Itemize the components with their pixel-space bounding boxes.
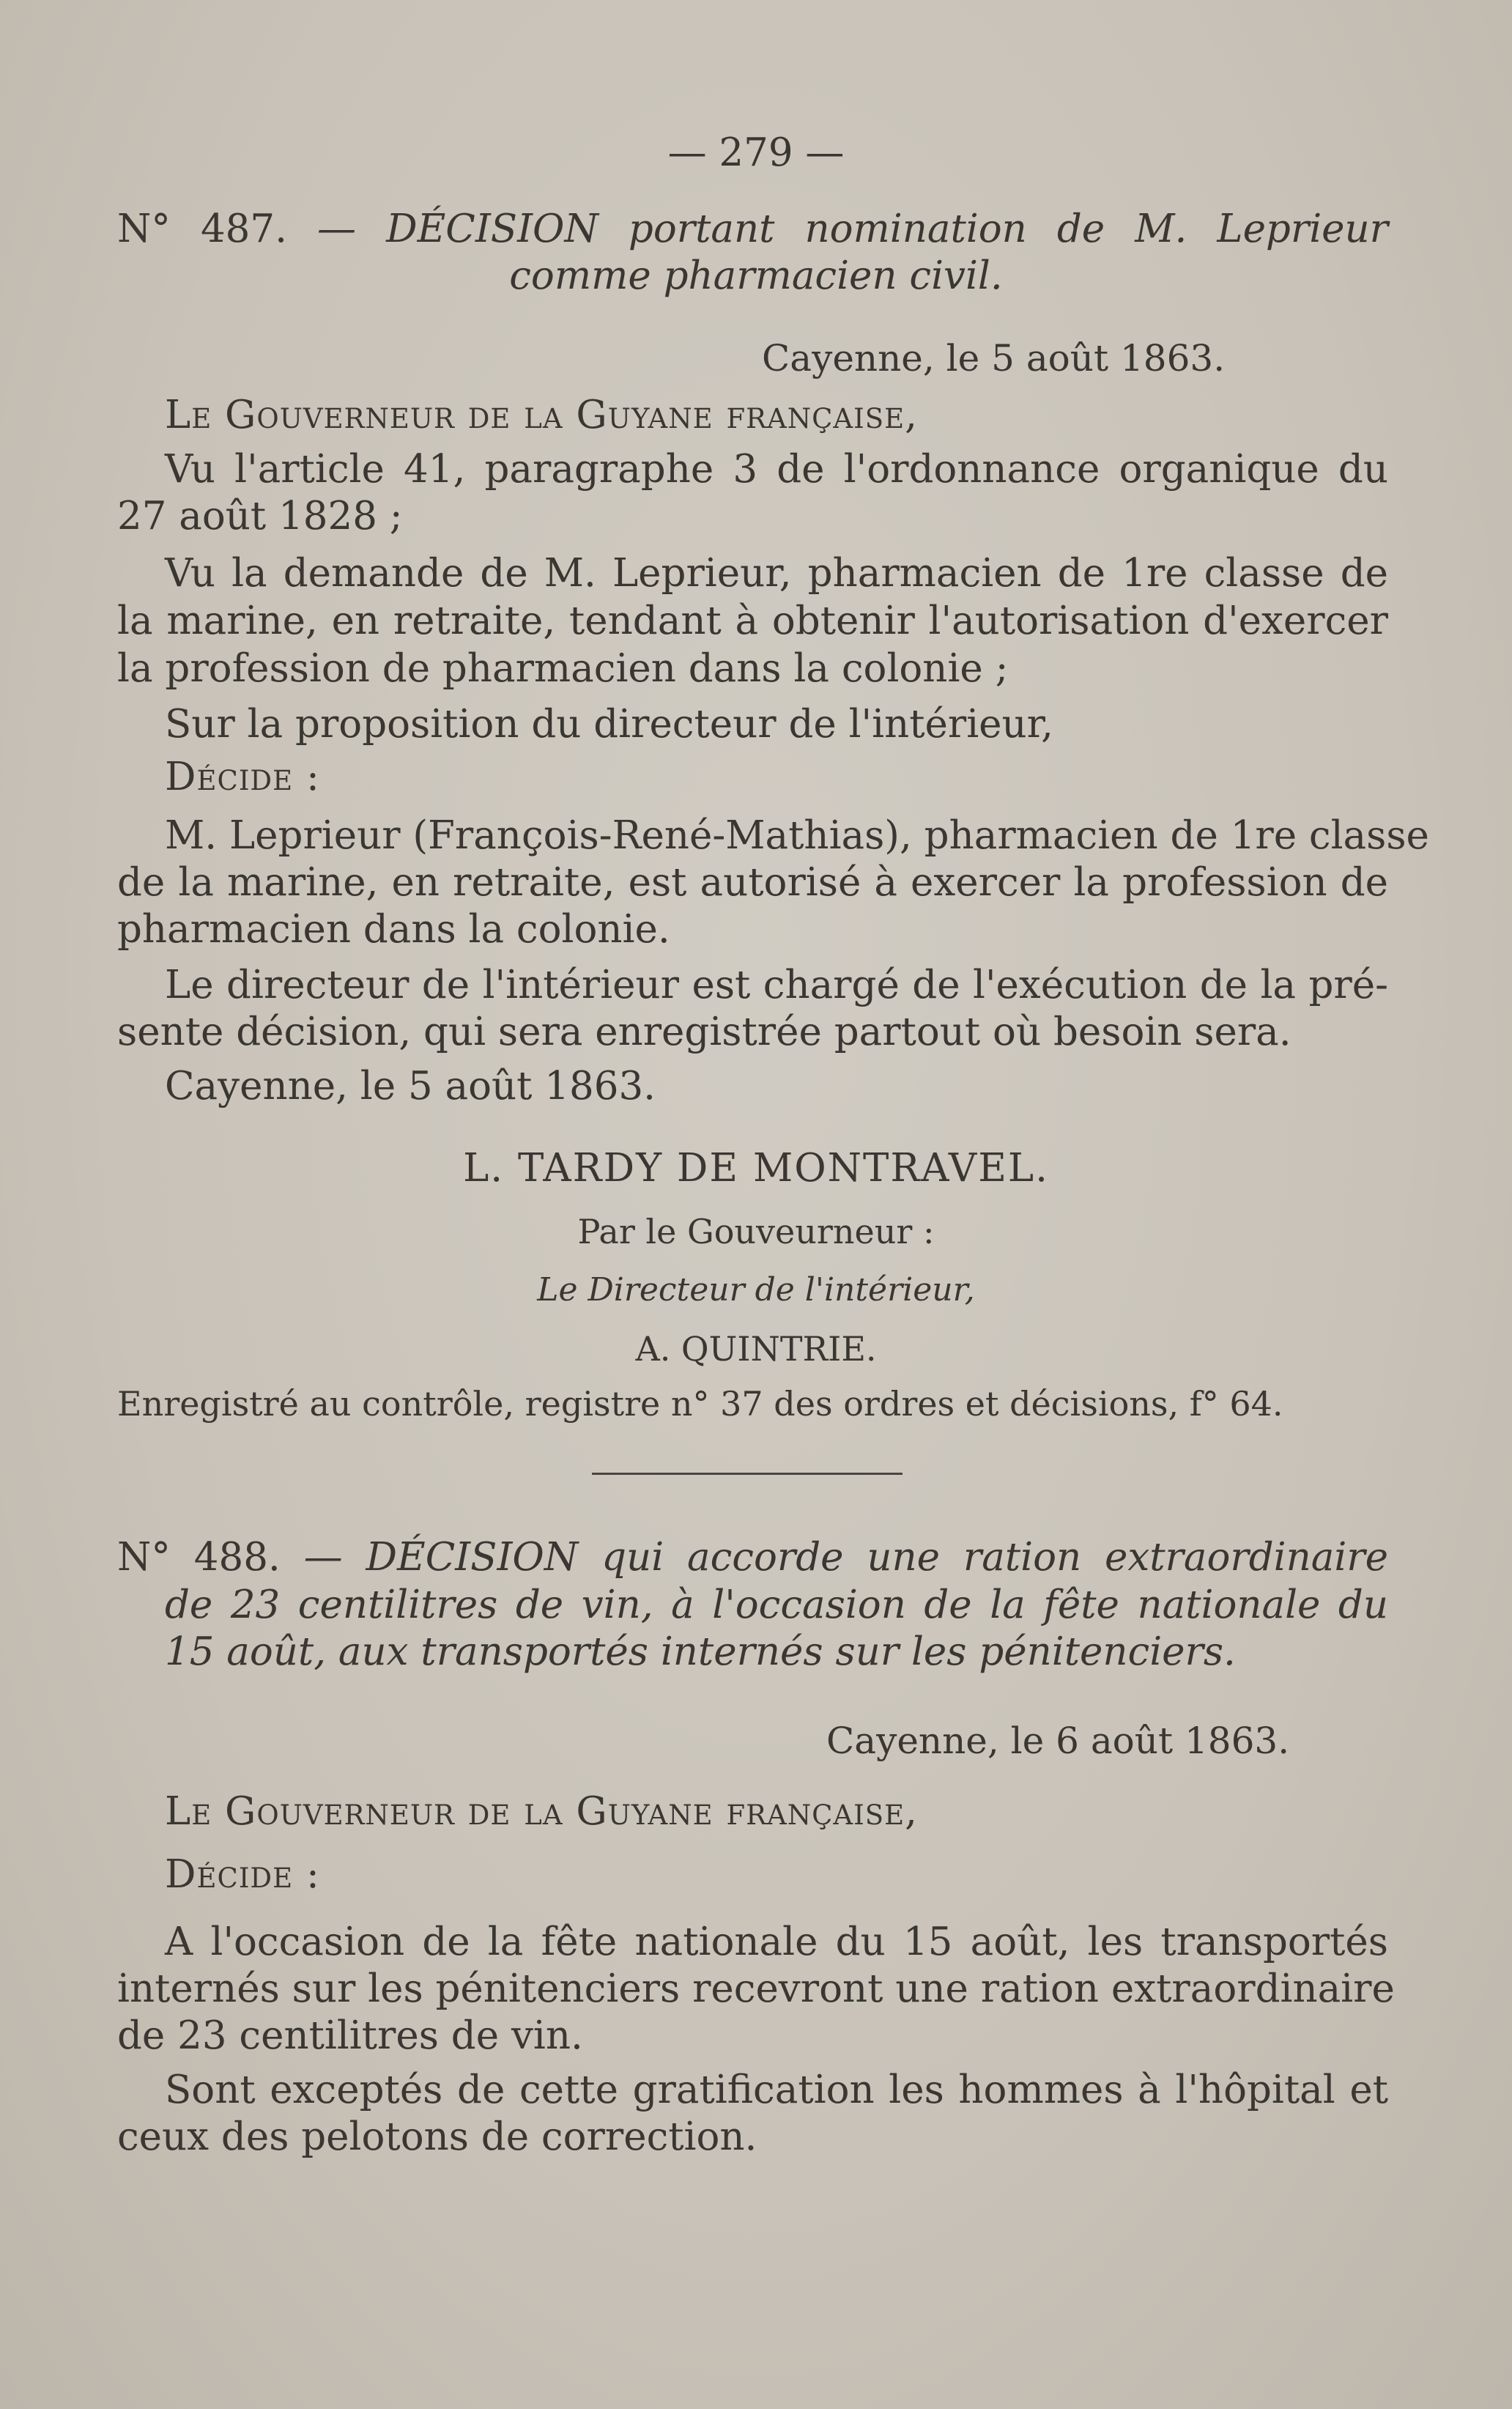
decision-488-governor: Le Gouverneur de la Guyane française,: [165, 1789, 918, 1834]
decision-487-execution-line1: Le directeur de l'intérieur est chargé de l'exécution de la pré-: [165, 963, 1388, 1007]
decision-487-closing-date: Cayenne, le 5 août 1863.: [165, 1064, 656, 1109]
decision-488-heading: [117, 1535, 1388, 1580]
decision-487-vu-line1: Vu l'article 41, paragraphe 3 de l'ordonnance organique du: [165, 447, 1388, 492]
decision-487-heading: [117, 207, 1388, 252]
decision-488-exception-line1: Sont exceptés de cette gratification les hommes à l'hôpital et: [165, 2068, 1388, 2112]
decision-487-directeur: Le Directeur de l'intérieur,: [537, 1271, 975, 1309]
decision-487-article-line3: pharmacien dans la colonie.: [117, 907, 670, 952]
decision-487-proposition: Sur la proposition du directeur de l'intérieur,: [165, 702, 1054, 747]
decision-487-demande-line3: la profession de pharmacien dans la colonie ;: [117, 646, 1009, 691]
decision-488-article-line3: de 23 centilitres de vin.: [117, 2013, 583, 2058]
decision-487-place-date: Cayenne, le 5 août 1863.: [762, 337, 1226, 380]
decision-487-article-line1: M. Leprieur (François-René-Mathias), pharmacien de 1re classe: [165, 813, 1429, 858]
decision-487-article-line2: de la marine, en retraite, est autorisé à exercer la profession de: [117, 860, 1388, 905]
decision-487-number: N° 487.: [117, 207, 287, 251]
decision-488-title-line2: de 23 centilitres de vin, à l'occasion de la fête nationale du: [165, 1583, 1388, 1627]
decision-488-article-line2: internés sur les pénitenciers recevront une ration extraordinaire: [117, 1966, 1395, 2011]
decision-488-decide: Décide :: [165, 1852, 320, 1897]
decision-488-number: N° 488.: [117, 1535, 281, 1580]
decision-487-par-le: Par le Gouveurneur :: [577, 1212, 935, 1251]
page-number: — 279 —: [667, 130, 845, 175]
decision-487-demande-line2: la marine, en retraite, tendant à obtenir l'autorisation d'exercer: [117, 599, 1388, 643]
decision-487-execution-line2: sente décision, qui sera enregistrée partout où besoin sera.: [117, 1010, 1292, 1054]
decision-487-title-line1: — DÉCISION portant nomination de M. Leprieur: [317, 207, 1388, 251]
decision-487-vu-line2: 27 août 1828 ;: [117, 494, 403, 539]
decision-487-demande-line1: Vu la demande de M. Leprieur, pharmacien de 1re classe de: [165, 551, 1388, 596]
decision-487-registration: Enregistré au contrôle, registre n° 37 des ordres et décisions, f° 64.: [117, 1384, 1283, 1424]
decision-487-title-line2: comme pharmacien civil.: [509, 254, 1003, 298]
decision-488-place-date: Cayenne, le 6 août 1863.: [826, 1720, 1290, 1762]
decision-487-signatory2: A. QUINTRIE.: [635, 1329, 877, 1369]
decision-488-exception-line2: ceux des pelotons de correction.: [117, 2114, 757, 2159]
decision-488-article-line1: A l'occasion de la fête nationale du 15 août, les transportés: [165, 1920, 1388, 1964]
decision-487-signature: L. TARDY DE MONTRAVEL.: [463, 1146, 1049, 1191]
decision-488-title-line3: 15 août, aux transportés internés sur les pénitenciers.: [165, 1629, 1236, 1674]
decision-487-governor: Le Gouverneur de la Guyane française,: [165, 393, 918, 437]
section-divider: [592, 1473, 903, 1475]
decision-488-title-line1: — DÉCISION qui accorde une ration extraordinaire: [303, 1535, 1388, 1580]
decision-487-decide: Décide :: [165, 755, 320, 799]
